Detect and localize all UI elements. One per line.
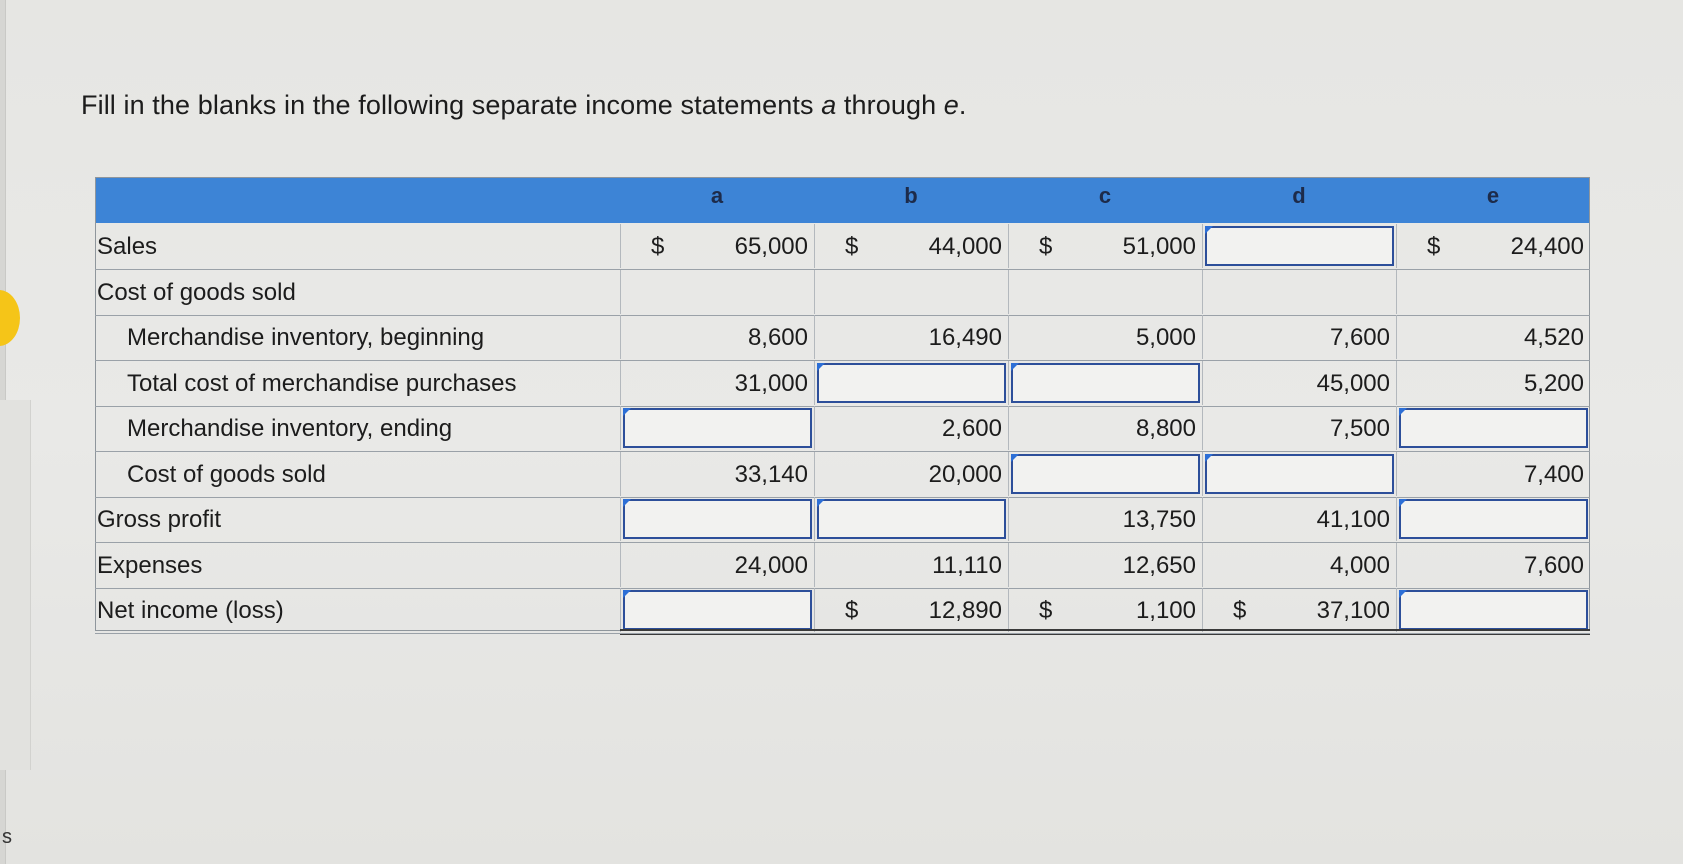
dollar-sign: $ <box>845 597 859 624</box>
table-cell <box>1202 361 1396 405</box>
row-label: Net income (loss) <box>97 597 284 624</box>
row-label: Total cost of merchandise purchases <box>127 369 517 397</box>
column-header-4: e <box>1486 183 1500 208</box>
table-cell <box>814 406 1008 450</box>
cell-value: 24,000 <box>734 551 808 579</box>
table-cell <box>620 224 814 268</box>
answer-input[interactable] <box>623 408 812 448</box>
input-flag-icon <box>817 499 825 507</box>
dollar-sign: $ <box>845 233 859 260</box>
table-cell <box>814 315 1008 359</box>
table-cell <box>1396 452 1590 496</box>
cell-value: 33,140 <box>734 460 808 488</box>
table-cell[interactable] <box>814 497 1008 541</box>
table-cell[interactable] <box>620 588 814 632</box>
table-cell <box>1008 270 1202 314</box>
answer-input[interactable] <box>1011 454 1200 494</box>
table-cell <box>620 452 814 496</box>
dollar-sign: $ <box>1039 233 1053 260</box>
table-cell <box>1396 361 1590 405</box>
table-cell[interactable] <box>620 406 814 450</box>
table-cell <box>1008 315 1202 359</box>
table-cell <box>814 543 1008 587</box>
table-cell <box>814 452 1008 496</box>
dollar-sign: $ <box>1427 233 1441 260</box>
table-cell <box>1202 543 1396 587</box>
cell-value: 5,200 <box>1523 369 1584 397</box>
column-header-3: d <box>1292 183 1306 208</box>
table-cell <box>1396 315 1590 359</box>
row-label: Cost of goods sold <box>127 460 326 488</box>
row-label: Cost of goods sold <box>97 278 296 306</box>
cell-value: 51,000 <box>1122 233 1196 260</box>
table-cell[interactable] <box>1008 361 1202 405</box>
table-cell <box>620 361 814 405</box>
table-cell[interactable] <box>620 497 814 541</box>
cell-value: 8,800 <box>1135 415 1196 442</box>
cell-value: 12,650 <box>1122 551 1196 579</box>
cell-value: 2,600 <box>941 415 1002 442</box>
answer-input[interactable] <box>1399 590 1588 630</box>
table-cell <box>1396 543 1590 587</box>
cell-value: 7,600 <box>1523 551 1584 579</box>
table-header <box>95 177 1590 223</box>
cell-value: 7,400 <box>1523 460 1584 488</box>
table-cell <box>814 224 1008 268</box>
cell-value: 7,600 <box>1329 324 1390 351</box>
instruction-a: a <box>821 90 837 120</box>
table-cell[interactable] <box>814 361 1008 405</box>
table-cell <box>814 270 1008 314</box>
table-cell <box>1008 543 1202 587</box>
input-flag-icon <box>623 408 631 416</box>
instruction-text <box>81 90 967 121</box>
table-row <box>95 497 1590 543</box>
input-flag-icon <box>1205 226 1213 234</box>
cell-value: 4,000 <box>1329 551 1390 579</box>
dollar-sign: $ <box>651 233 665 260</box>
table-cell <box>1202 497 1396 541</box>
yellow-marker <box>0 290 20 346</box>
answer-input[interactable] <box>623 499 812 539</box>
table-cell <box>1396 224 1590 268</box>
answer-input[interactable] <box>1011 363 1200 403</box>
row-label: Merchandise inventory, beginning <box>127 324 485 351</box>
table-cell[interactable] <box>1008 452 1202 496</box>
cell-value: 8,600 <box>747 324 808 351</box>
table-cell <box>620 315 814 359</box>
instruction-part3: . <box>958 90 967 120</box>
cell-value: 41,100 <box>1316 506 1390 533</box>
cell-value: 16,490 <box>928 324 1002 351</box>
answer-input[interactable] <box>1399 408 1588 448</box>
sidebar-letter: s <box>2 826 12 848</box>
row-label: Merchandise inventory, ending <box>127 415 453 442</box>
cell-value: 65,000 <box>734 233 808 260</box>
cell-value: 45,000 <box>1316 369 1390 397</box>
cell-value: 11,110 <box>932 551 1002 579</box>
answer-input[interactable] <box>1399 499 1588 539</box>
net-income-double-underline <box>620 629 1590 635</box>
answer-input[interactable] <box>1205 454 1394 494</box>
cell-value: 24,400 <box>1510 233 1584 260</box>
answer-input[interactable] <box>1205 226 1394 266</box>
table-row <box>95 315 1590 361</box>
table-cell[interactable] <box>1396 406 1590 450</box>
cell-value: 31,000 <box>734 369 808 397</box>
table-cell <box>1008 497 1202 541</box>
cell-value: 12,890 <box>928 597 1002 624</box>
dollar-sign: $ <box>1233 597 1247 624</box>
answer-input[interactable] <box>817 363 1006 403</box>
table-cell <box>1202 315 1396 359</box>
input-flag-icon <box>817 363 825 371</box>
table-cell <box>620 543 814 587</box>
table-row <box>95 588 1590 634</box>
table-cell <box>1202 270 1396 314</box>
table-cell[interactable] <box>1202 452 1396 496</box>
table-row <box>95 224 1590 270</box>
table-row <box>95 452 1590 498</box>
table-cell <box>1008 588 1202 632</box>
table-cell <box>1008 224 1202 268</box>
cell-value: 7,500 <box>1329 415 1390 442</box>
income-statement-table <box>95 177 1590 631</box>
left-side-panel <box>0 400 31 770</box>
instruction-part1: Fill in the blanks in the following separate income statements <box>81 90 822 120</box>
answer-input[interactable] <box>623 590 812 630</box>
instruction-e: e <box>943 90 959 120</box>
column-header-1: b <box>904 183 918 208</box>
input-flag-icon <box>1399 408 1407 416</box>
answer-input[interactable] <box>817 499 1006 539</box>
cell-value: 13,750 <box>1122 506 1196 533</box>
input-flag-icon <box>623 499 631 507</box>
dollar-sign: $ <box>1039 597 1053 624</box>
table-cell[interactable] <box>1202 224 1396 268</box>
instruction-part2: through <box>836 90 944 120</box>
input-flag-icon <box>1011 363 1019 371</box>
cell-value: 5,000 <box>1135 324 1196 351</box>
table-row <box>95 270 1590 316</box>
column-header-2: c <box>1098 183 1112 208</box>
cell-value: 37,100 <box>1316 597 1390 624</box>
cell-value: 44,000 <box>928 233 1002 260</box>
input-flag-icon <box>623 590 631 598</box>
cell-value: 4,520 <box>1523 324 1584 351</box>
table-cell <box>620 270 814 314</box>
row-label: Expenses <box>97 551 203 579</box>
table-row <box>95 543 1590 589</box>
input-flag-icon <box>1399 590 1407 598</box>
input-flag-icon <box>1205 454 1213 462</box>
table-cell <box>1008 406 1202 450</box>
cell-value: 20,000 <box>928 460 1002 488</box>
table-cell <box>1202 588 1396 632</box>
table-row <box>95 361 1590 407</box>
table-cell[interactable] <box>1396 497 1590 541</box>
input-flag-icon <box>1399 499 1407 507</box>
row-label: Sales <box>97 233 158 260</box>
column-header-0: a <box>710 183 724 208</box>
table-row <box>95 406 1590 452</box>
table-cell[interactable] <box>1396 588 1590 632</box>
row-label: Gross profit <box>97 506 222 533</box>
table-cell <box>1396 270 1590 314</box>
cell-value: 1,100 <box>1135 597 1196 624</box>
input-flag-icon <box>1011 454 1019 462</box>
table-cell <box>1202 406 1396 450</box>
table-cell <box>814 588 1008 632</box>
